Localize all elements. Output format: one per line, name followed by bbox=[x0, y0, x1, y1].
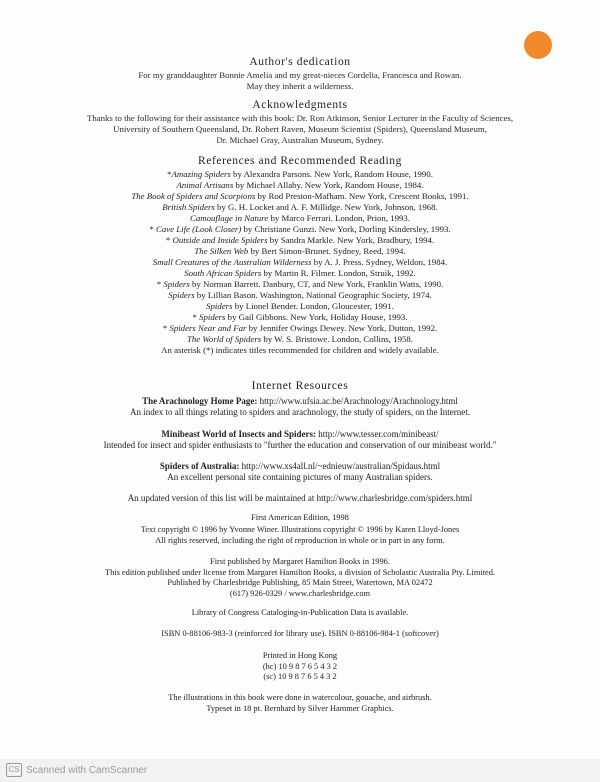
internet-desc: Intended for insect and spider enthusiasts to "further the education and conservation of our minibeast world." bbox=[103, 440, 497, 450]
print-run-line: (hc) 10 9 8 7 6 5 4 3 2 bbox=[262, 661, 338, 671]
acknowledgments-line: Thanks to the following for their assistance with this book: Dr. Ron Atkinson, Senior Lecturer in the Faculty of Sciences, bbox=[86, 113, 514, 123]
edition-line: First American Edition, 1998 bbox=[251, 513, 349, 522]
reference-item: The Silken Web by Bert Simon-Brunet. Sydney, Reed, 1994. bbox=[194, 246, 406, 256]
internet-entry bbox=[0, 461, 600, 483]
watermark-text: Scanned with CamScanner bbox=[26, 765, 148, 776]
internet-label: Spiders of Australia: bbox=[159, 461, 240, 471]
internet-desc: An excellent personal site containing pictures of many Australian spiders. bbox=[167, 472, 433, 482]
references-heading: References and Recommended Reading bbox=[197, 155, 402, 167]
internet-entry bbox=[0, 396, 600, 418]
reference-item: *Amazing Spiders by Alexandra Parsons. New York, Random House, 1990. bbox=[167, 169, 433, 179]
camscanner-watermark bbox=[0, 759, 600, 782]
copyright-line: All rights reserved, including the right of reproduction in whole or in part in any form. bbox=[155, 535, 445, 545]
illustration-line: The illustrations in this book were done in watercolour, gouache, and airbrush. bbox=[168, 693, 432, 702]
publisher-line: Published by Charlesbridge Publishing, 85 Main Street, Watertown, MA 02472 bbox=[167, 578, 433, 588]
printing-block bbox=[0, 651, 600, 683]
camscanner-logo-icon: CS bbox=[6, 763, 22, 777]
references-note: An asterisk (*) indicates titles recommended for children and widely available. bbox=[161, 345, 439, 355]
reference-item: Animal Artisans by Michael Allaby. New York, Random House, 1984. bbox=[176, 180, 424, 190]
isbn-line: ISBN 0-88106-983-3 (reinforced for library use). ISBN 0-88106-984-1 (softcover) bbox=[161, 629, 439, 638]
reference-item: * Spiders by Gail Gibbons. New York, Holiday House, 1993. bbox=[192, 312, 408, 322]
internet-url[interactable]: http://www.tesser.com/minibeast/ bbox=[315, 429, 439, 439]
copyright-line: Text copyright © 1996 by Yvonne Winer. Illustrations copyright © 1996 by Karen Lloyd-Jones bbox=[140, 525, 460, 534]
reference-item: South African Spiders by Martin R. Filmer. London, Struik, 1992. bbox=[184, 268, 416, 278]
cip-line: Library of Congress Cataloging-in-Publication Data is available. bbox=[191, 608, 409, 617]
publisher-line: (617) 926-0329 / www.charlesbridge.com bbox=[229, 588, 371, 598]
reference-item: The World of Spiders by W. S. Bristowe. London, Collins, 1958. bbox=[187, 334, 413, 344]
reference-item: Small Creatures of the Australian Wilderness by A. J. Press. Sydney, Weldon, 1984. bbox=[152, 257, 448, 267]
acknowledgments-line: University of Southern Queensland, Dr. Robert Raven, Museum Scientist (Spiders), Queensland Museum, bbox=[113, 124, 487, 134]
internet-entry bbox=[0, 429, 600, 451]
internet-desc: An index to all things relating to spiders and arachnology, the study of spiders, on the Internet. bbox=[129, 407, 471, 417]
reference-item: Spiders by Lillian Bason. Washington, National Geographic Society, 1974. bbox=[168, 290, 432, 300]
internet-heading: Internet Resources bbox=[251, 380, 349, 392]
dedication-heading: Author's dedication bbox=[249, 56, 351, 68]
reference-item: Spiders by Lionel Bender. London, Gloucester, 1991. bbox=[206, 301, 394, 311]
publisher-block bbox=[0, 557, 600, 599]
reference-item: The Book of Spiders and Scorpions by Rod Preston-Mafham. New York, Crescent Books, 1991. bbox=[131, 191, 469, 201]
publisher-line: First published by Margaret Hamilton Books in 1996. bbox=[210, 557, 390, 566]
acknowledgments-heading: Acknowledgments bbox=[252, 99, 348, 111]
copyright-block bbox=[0, 525, 600, 546]
reference-item: * Cave Life (Look Closer) by Christiane Gunzi. New York, Dorling Kindersley, 1993. bbox=[149, 224, 451, 234]
acknowledgments-text bbox=[0, 113, 600, 146]
reference-item: British Spiders by G. H. Locket and A. F. Millidge. New York, Johnson, 1968. bbox=[162, 202, 438, 212]
illustration-line: Typeset in 18 pt. Bernhard by Silver Hammer Graphics. bbox=[206, 703, 394, 713]
printed-line: Printed in Hong Kong bbox=[262, 651, 338, 660]
orange-dot-mark bbox=[524, 31, 552, 59]
internet-label: Minibeast World of Insects and Spiders: bbox=[161, 429, 316, 439]
reference-item: Camouflage in Nature by Marco Ferrari. London, Prion, 1993. bbox=[189, 213, 411, 223]
dedication-text bbox=[0, 70, 600, 92]
internet-url[interactable]: http://www.xs4all.nl/~ednieuw/australian/Spidaus.html bbox=[239, 461, 441, 471]
dedication-line: May they inherit a wilderness. bbox=[246, 81, 354, 91]
acknowledgments-line: Dr. Michael Gray, Australian Museum, Sydney. bbox=[216, 135, 384, 145]
publisher-line: This edition published under license from Margaret Hamilton Books, a division of Scholastic Australia Pty. Limited. bbox=[104, 567, 496, 577]
reference-item: * Spiders Near and Far by Jennifer Owings Dewey. New York, Dutton, 1992. bbox=[162, 323, 438, 333]
illustration-block bbox=[0, 693, 600, 714]
internet-url[interactable]: http://www.ufsia.ac.be/Arachnology/Arachnology.html bbox=[257, 396, 458, 406]
internet-label: The Arachnology Home Page: bbox=[142, 396, 258, 406]
dedication-line: For my granddaughter Bonnie Amelia and my great-nieces Cordelia, Francesca and Rowan. bbox=[138, 70, 462, 80]
references-list bbox=[0, 169, 600, 356]
update-note: An updated version of this list will be maintained at http://www.charlesbridge.com/spiders.html bbox=[127, 493, 473, 503]
reference-item: * Spiders by Norman Barrett. Danbury, CT, and New York, Franklin Watts, 1990. bbox=[156, 279, 444, 289]
print-run-line: (sc) 10 9 8 7 6 5 4 3 2 bbox=[263, 672, 337, 682]
reference-item: * Outside and Inside Spiders by Sandra Markle. New York, Bradbury, 1994. bbox=[165, 235, 435, 245]
